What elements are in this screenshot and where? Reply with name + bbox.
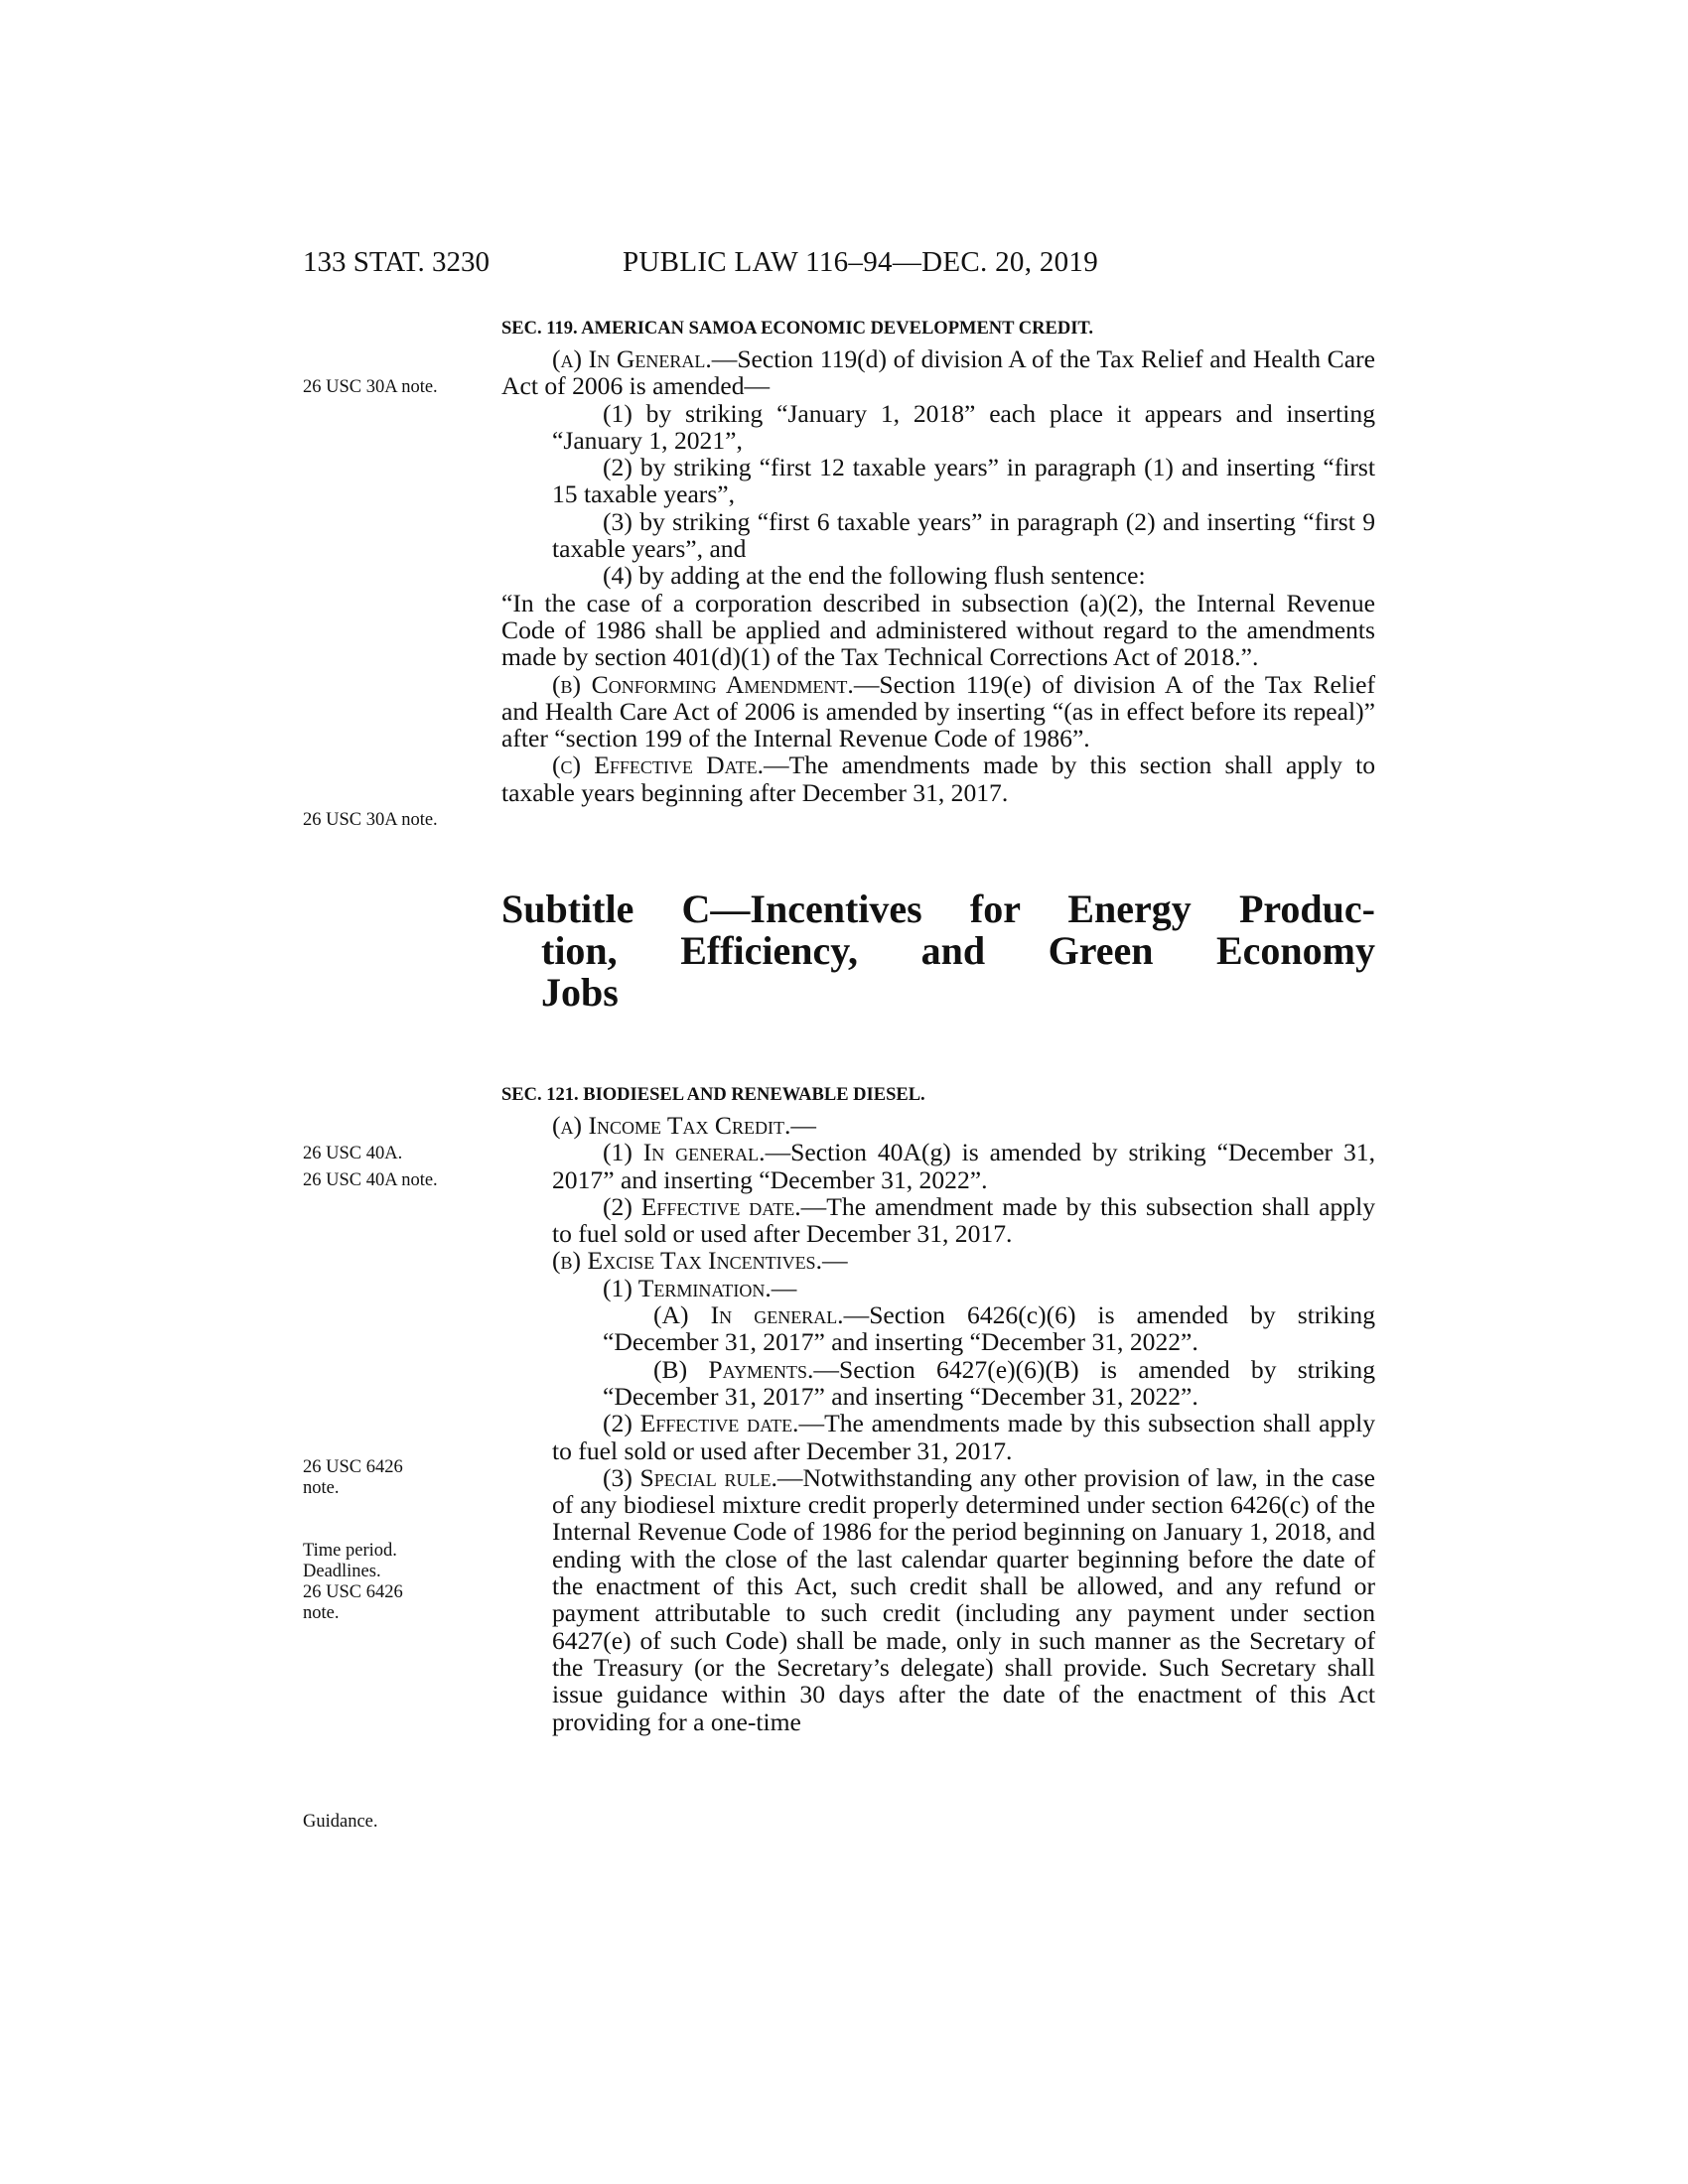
sec-119-a4: (4) by adding at the end the following flush sentence: (603, 561, 1146, 591)
running-header (0, 246, 1688, 286)
margin-note: Time period. Deadlines. 26 USC 6426 note. (303, 1541, 403, 1623)
public-law-title: PUBLIC LAW 116–94—DEC. 20, 2019 (623, 246, 1099, 278)
sec-121-b1b: (B) Payments.—Section 6427(e)(6)(B) is amended by striking “December 31, 2017” and inserting “December 31, 2022”. (603, 1354, 1375, 1411)
sec-121-b2: (2) Effective date.—The amendments made by this subsection shall apply to fuel sold or used after December 31, 2017. (552, 1409, 1376, 1465)
margin-note: Guidance. (303, 1812, 378, 1832)
sec-121-b1: (1) Termination.— (603, 1273, 797, 1302)
margin-note: 26 USC 30A note. (303, 377, 438, 397)
margin-note: 26 USC 30A note. (303, 810, 438, 830)
subtitle-heading (501, 888, 1375, 1014)
sec-119-a2: (2) by striking “first 12 taxable years” in paragraph (1) and inserting “first 15 taxable years”, (552, 453, 1375, 509)
sec-121-a2: (2) Effective date.—The amendment made by this subsection shall apply to fuel sold or used after December 31, 2017. (552, 1191, 1375, 1249)
sec-119-a1: (1) by striking “January 1, 2018” each place it appears and inserting “January 1, 2021”, (552, 398, 1375, 455)
margin-note: 26 USC 40A note. (303, 1170, 438, 1190)
sec-119-heading: SEC. 119. AMERICAN SAMOA ECONOMIC DEVELOPMENT CREDIT. (501, 319, 1094, 339)
sec-119-a4-flush: “In the case of a corporation described in subsection (a)(2), the Internal Revenue Code of 1986 shall be applied and administered without regard to the amendments made by section 401(d)(1) of the Tax Technical Corrections Act of 2018.”. (501, 588, 1375, 672)
sec-119-a: (a) In General.—Section 119(d) of division A of the Tax Relief and Health Care Act of 2006 is amended— (501, 344, 1375, 401)
margin-note: 26 USC 40A. (303, 1144, 403, 1163)
subtitle-line-2: tion, Efficiency, and Green Economy (541, 928, 1375, 973)
margin-note: 26 USC 6426 note. (303, 1457, 403, 1498)
sec-121-b1a: (A) In general.—Section 6426(c)(6) is amended by striking “December 31, 2017” and inserting “December 31, 2022”. (603, 1300, 1376, 1357)
subtitle-line-3: Jobs (541, 970, 619, 1015)
sec-121-a1: (1) In general.—Section 40A(g) is amended by striking “December 31, 2017” and inserting “December 31, 2022”. (552, 1138, 1375, 1194)
sec-121-b3: (3) Special rule.—Notwithstanding any other provision of law, in the case of any biodiesel mixture credit properly determined under section 6426(c) of the Internal Revenue Code of 1986 for the period beginning on January 1, 2018, and ending with the close of the last calendar quarter beginning before the date of the enactment of this Act, such credit shall be allowed, and any refund or payment attributable to such credit (including any payment under section 6427(e) of such Code) shall be made, only in such manner as the Secretary of the Treasury (or the Secretary’s delegate) shall provide. Such Secretary shall issue guidance within 30 days after the date of the enactment of this Act providing for a one-time (552, 1462, 1375, 1736)
sec-119-c: (c) Effective Date.—The amendments made by this section shall apply to taxable years beginning after December 31, 2017. (501, 751, 1375, 807)
stat-citation: 133 STAT. 3230 (303, 246, 491, 278)
sec-119-b: (b) Conforming Amendment.—Section 119(e) of division A of the Tax Relief and Health Care Act of 2006 is amended by inserting “(as in effect before its repeal)” after “section 199 of the Internal Revenue Code of 1986”. (501, 669, 1375, 753)
sec-119-a3: (3) by striking “first 6 taxable years” in paragraph (2) and inserting “first 9 taxable years”, and (552, 506, 1375, 564)
sec-121-b: (b) Excise Tax Incentives.— (552, 1246, 848, 1276)
subtitle-line-1: Subtitle C—Incentives for Energy Produc- (501, 887, 1375, 931)
sec-121-heading: SEC. 121. BIODIESEL AND RENEWABLE DIESEL. (501, 1085, 925, 1105)
sec-121-a: (a) Income Tax Credit.— (552, 1111, 816, 1140)
